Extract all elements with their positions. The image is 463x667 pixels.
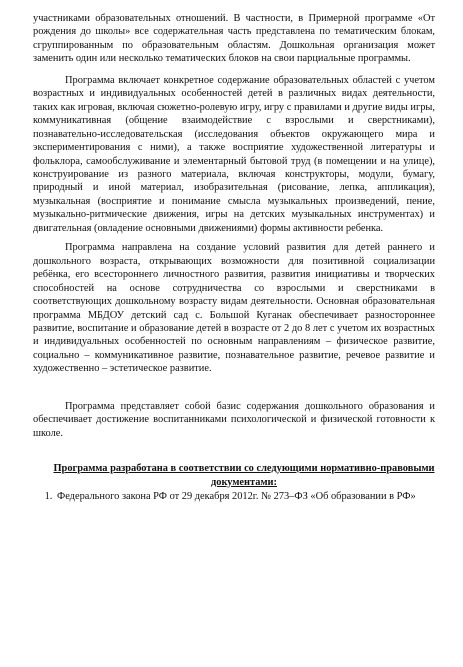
documents-list xyxy=(33,490,435,503)
section-heading: Программа разработана в соответствии со следующими нормативно-правовыми документами: xyxy=(53,463,435,488)
list-item: 1. Федерального закона РФ от 29 декабря 2012г. № 273–ФЗ «Об образовании в РФ» xyxy=(55,490,435,503)
paragraph-program-aims: Программа направлена на создание условий развития для детей раннего и дошкольного возраста, открывающих возможности для позитивной социализации ребёнка, его всестороннего личностного развития, развития инициативы и творческих способностей на основе сотрудничества со взрослыми и сверстниками в соответствующих дошкольному возрасту видам деятельности. Основная образовательная программа МБДОУ детский сад с. Большой Куганак обеспечивает разностороннее развитие, воспитание и образование детей в возрасте от 2 до 8 лет с учетом их возрастных и индивидуальных особенностей по основным направлениям – физическое развитие, социально – коммуникативное развитие, познавательное развитие, речевое развитие и художественно – эстетическое развитие. xyxy=(33,242,435,375)
paragraph-intro: участниками образовательных отношений. В частности, в Примерной программе «От рождения до школы» все содержательная часть представлена по тематическим блокам, сгруппированным по образовательным областям. Дошкольная организация может заменить один или несколько тематических блоков на свои парциальные программы. xyxy=(33,13,435,65)
paragraph-program-content: Программа включает конкретное содержание образовательных областей с учетом возрастных и индивидуальных особенностей детей в различных видах деятельности, таких как игровая, включая сюжетно-ролевую игру, игру с правилами и другие виды игры, коммуникативная (общение взаимодействие с взрослыми и сверстниками), познавательно-исследовательская (исследования объектов окружающего мира и экспериментирования с ними), а также восприятие художественной литературы и фольклора, самообслуживание и элементарный бытовой труд (в помещении и на улице), конструирование из разного материала, включая конструкторы, модули, бумагу, природный и иной материал, изобразительная (рисование, лепка, аппликация), музыкальная (восприятие и понимание смысла музыкальных произведений, пение, музыкально-ритмические движения, игры на детских музыкальных инструментах) и двигательная (овладение основными движениями) формы активности ребенка. xyxy=(33,74,435,234)
paragraph-program-basis: Программа представляет собой базис содержания дошкольного образования и обеспечивает достижение воспитанниками психологической и физической готовности к школе. xyxy=(33,400,435,439)
